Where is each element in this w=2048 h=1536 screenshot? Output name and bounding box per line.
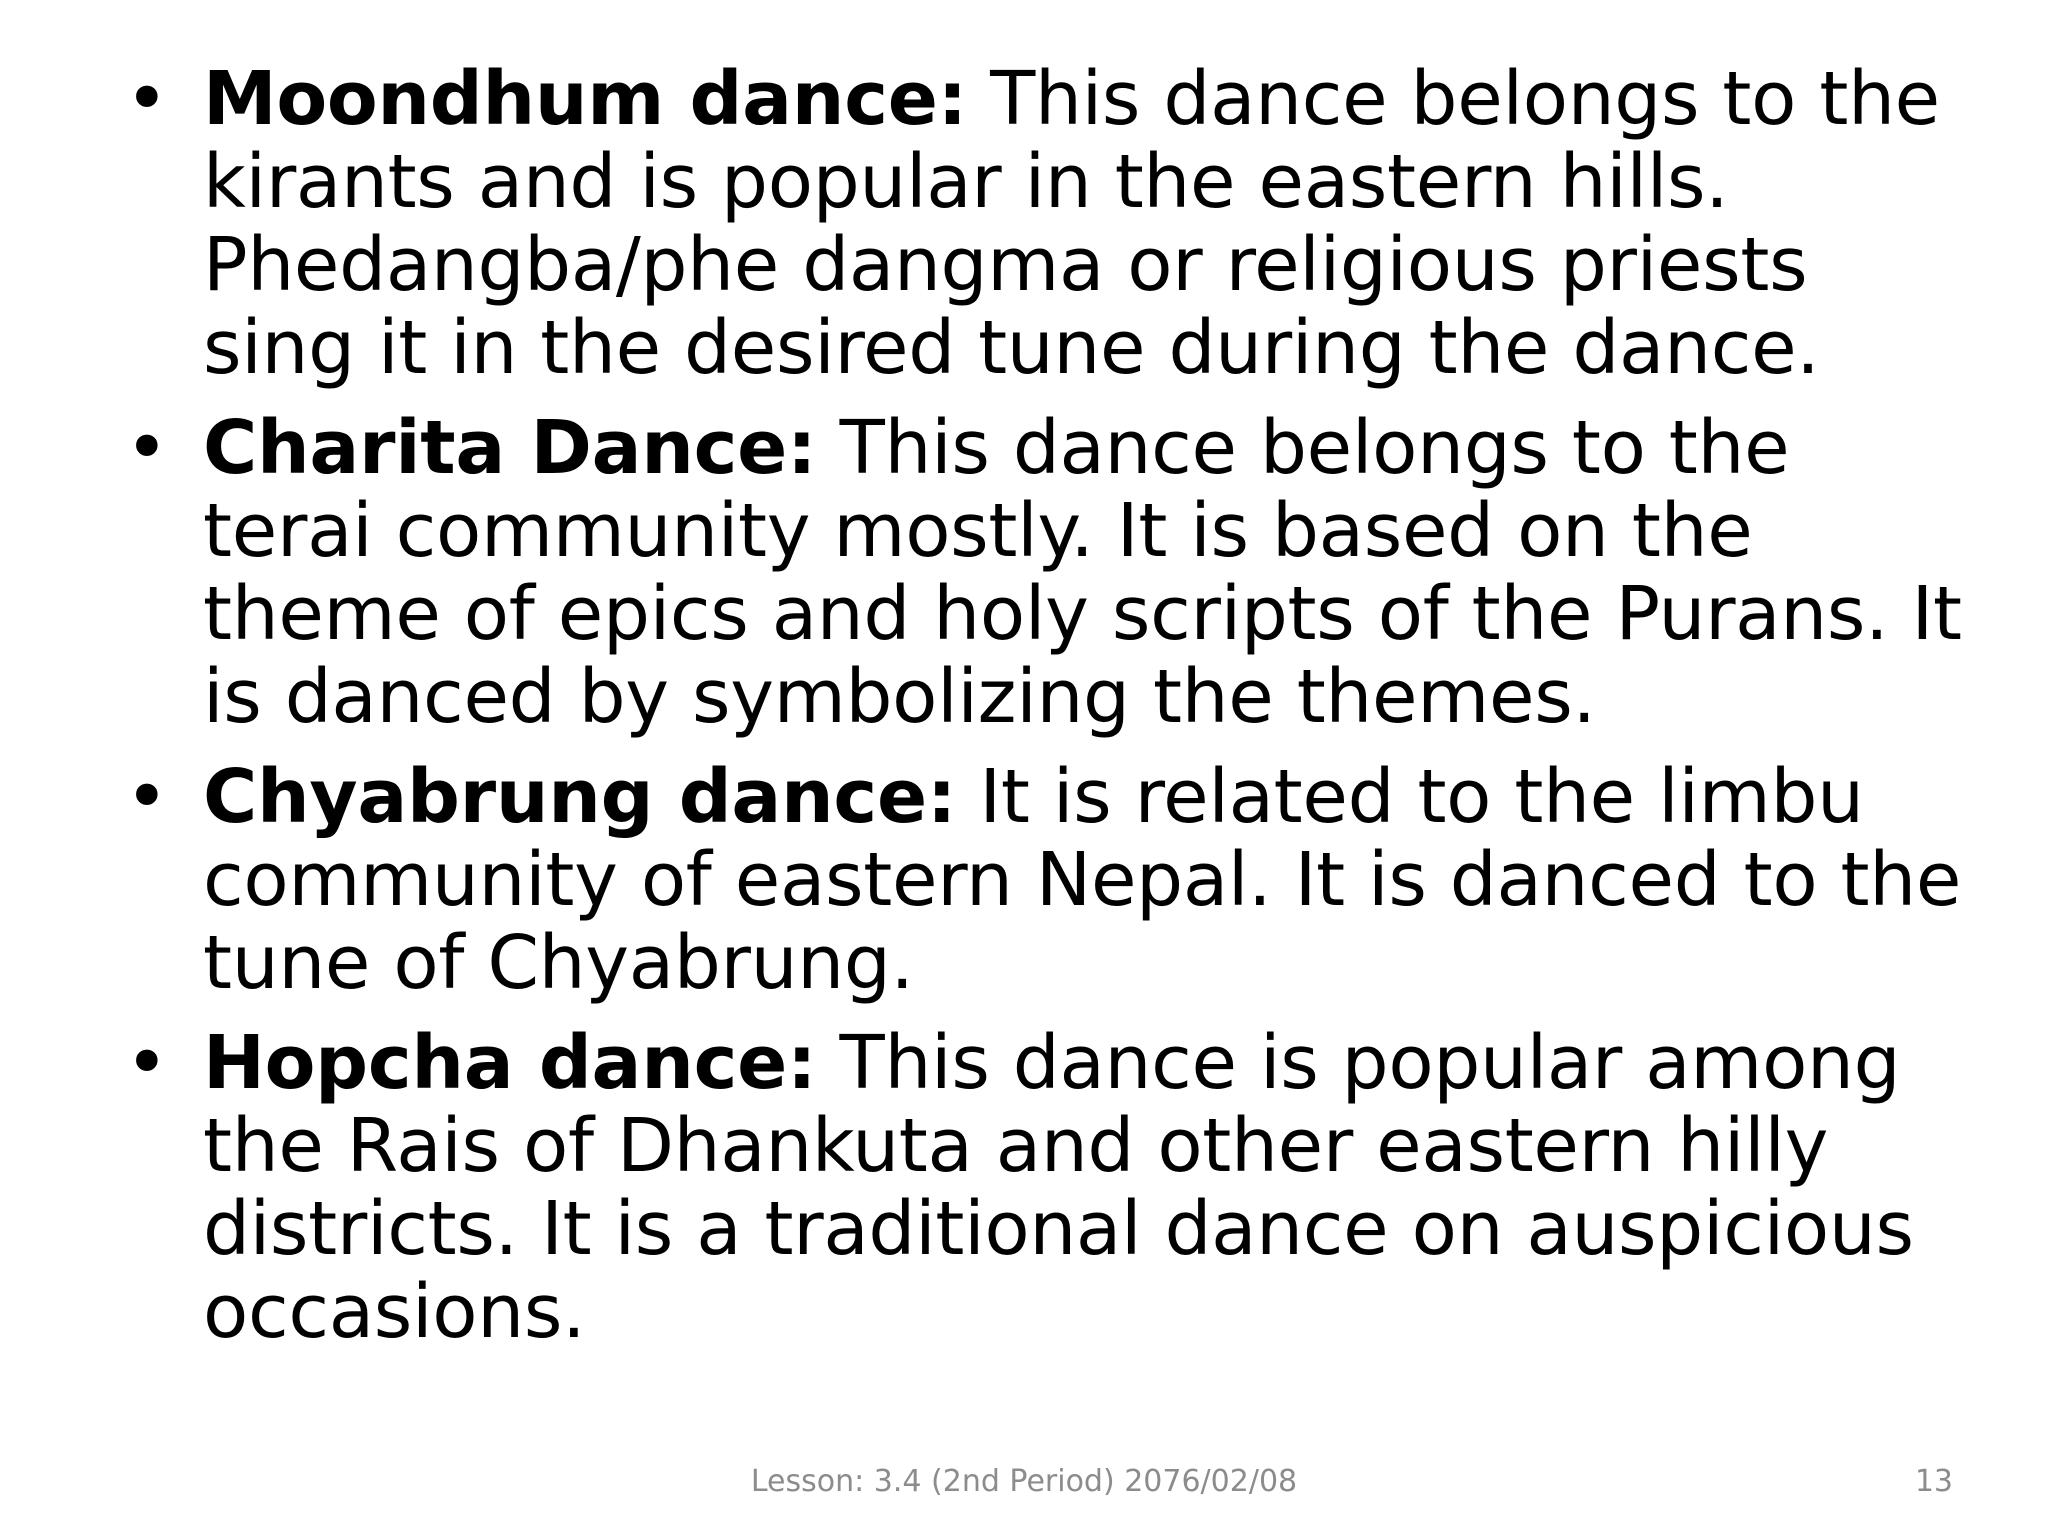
bullet-marker: • (125, 405, 169, 491)
bullet-term: Moondhum dance: (203, 56, 967, 142)
bullet-item-moondhum (125, 58, 1975, 390)
bullet-term: Charita Dance: (203, 405, 817, 491)
bullet-item-hopcha (125, 1022, 1975, 1354)
bullet-marker: • (125, 1020, 169, 1106)
bullet-description: This dance is popular among the Rais of Dhankuta and other eastern hilly districts. It is a traditional dance on auspicious occasions. (203, 1020, 1914, 1355)
page-number: 13 (1914, 1464, 1953, 1499)
bullet-description: This dance belongs to the kirants and is popular in the eastern hills. Phedangba/phe dangma or religious priests sing it in the desired tune during the dance. (203, 56, 1940, 391)
bullet-list (125, 58, 1975, 1371)
bullet-description: This dance belongs to the terai community mostly. It is based on the theme of epics and holy scripts of the Purans. It is danced by symbolizing the themes. (203, 405, 1962, 740)
bullet-item-chyabrung (125, 756, 1975, 1005)
bullet-marker: • (125, 56, 169, 142)
bullet-marker: • (125, 754, 169, 840)
footer-lesson-label: Lesson: 3.4 (2nd Period) 2076/02/08 (750, 1464, 1298, 1499)
bullet-term: Chyabrung dance: (203, 754, 957, 840)
bullet-description: It is related to the limbu community of eastern Nepal. It is danced to the tune of Chyabrung. (203, 754, 1962, 1006)
bullet-item-charita (125, 407, 1975, 739)
bullet-term: Hopcha dance: (203, 1020, 817, 1106)
